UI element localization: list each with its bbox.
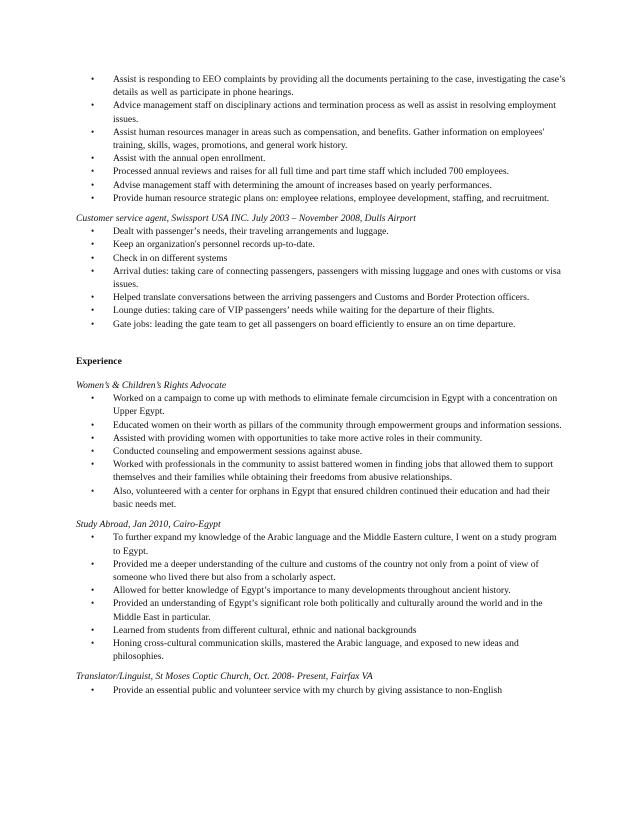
list-item (76, 445, 566, 458)
list-item (76, 265, 566, 291)
list-item-text: Conducted counseling and empowerment sessions against abuse. (113, 446, 363, 458)
list-item (76, 558, 566, 584)
translator-duties-list (76, 684, 566, 697)
list-item-text: To further expand my knowledge of the Arabic language and the Middle Eastern culture, I went on a study program to Egypt. (113, 532, 557, 557)
job-title-translator: Translator/Linguist, St Moses Coptic Church, Oct. 2008- Present, Fairfax VA (76, 671, 373, 683)
list-item-text: Worked on a campaign to come up with methods to eliminate female circumcision in Egypt with a concentration on Upper Egypt. (113, 393, 558, 418)
bullet-icon: • (91, 166, 95, 177)
list-item-text: Helped translate conversations between the arriving passengers and Customs and Border Protection officers. (113, 292, 530, 304)
list-item (76, 252, 566, 265)
bullet-icon: • (91, 239, 95, 250)
list-item-text: Gate jobs: leading the gate team to get all passengers on board efficiently to ensure an on time departure. (113, 318, 516, 330)
list-item-text: Provided an understanding of Egypt’s significant role both politically and culturally around the world and in the Middle East in particular. (113, 598, 543, 623)
bullet-icon: • (91, 432, 95, 443)
job-title-advocate: Women’s & Children’s Rights Advocate (76, 380, 227, 392)
list-item (76, 485, 566, 511)
job-title-swissport: Customer service agent, Swissport USA INC. July 2003 – November 2008, Dulls Airport (76, 213, 416, 225)
list-item-text: Assist with the annual open enrollment. (113, 153, 266, 165)
bullet-icon: • (91, 226, 95, 237)
bullet-icon: • (91, 153, 95, 164)
list-item (76, 192, 566, 205)
bullet-icon: • (91, 318, 95, 329)
bullet-icon: • (91, 624, 95, 635)
bullet-icon: • (91, 100, 95, 111)
bullet-icon: • (91, 252, 95, 263)
job-title-study-abroad: Study Abroad, Jan 2010, Cairo-Egypt (76, 519, 221, 531)
bullet-icon: • (91, 265, 95, 276)
list-item-text: Advice management staff on disciplinary actions and termination process as well as assist in resolving employment issues. (113, 100, 556, 125)
list-item (76, 179, 566, 192)
bullet-icon: • (91, 558, 95, 569)
list-item (76, 624, 566, 637)
bullet-icon: • (91, 637, 95, 648)
hr-duties-list (76, 73, 566, 205)
list-item-text: Provided me a deeper understanding of the culture and customs of the country not only from a point of view of someone who lived there but also from a scholarly aspect. (113, 558, 539, 583)
list-item-text: Dealt with passenger’s needs, their traveling arrangements and luggage. (113, 226, 389, 238)
list-item (76, 291, 566, 304)
list-item-text: Provide an essential public and volunteer service with my church by giving assistance to non-English (113, 684, 502, 696)
list-item (76, 392, 566, 418)
list-item-text: Honing cross-cultural communication skills, mastered the Arabic language, and exposed to new ideas and philosophies. (113, 637, 519, 663)
list-item-text: Also, volunteered with a center for orphans in Egypt that ensured children continued their education and had their basic needs met. (113, 485, 550, 510)
experience-heading: Experience (76, 355, 122, 367)
list-item (76, 99, 566, 125)
list-item (76, 458, 566, 484)
bullet-icon: • (91, 532, 95, 543)
list-item (76, 126, 566, 152)
advocate-duties-list (76, 392, 566, 511)
list-item (76, 73, 566, 99)
list-item-text: Assist human resources manager in areas such as compensation, and benefits. Gather information on employees' training, skills, wages, promotions, and general work history. (113, 126, 545, 152)
list-item-text: Arrival duties: taking care of connecting passengers, passengers with missing luggage and ones with customs or visa issues. (113, 265, 561, 291)
list-item (76, 597, 566, 623)
list-item (76, 684, 566, 697)
list-item (76, 304, 566, 317)
list-item-text: Keep an organization's personnel records up-to-date. (113, 239, 315, 251)
list-item (76, 225, 566, 238)
bullet-icon: • (91, 598, 95, 609)
bullet-icon: • (91, 192, 95, 203)
bullet-icon: • (91, 446, 95, 457)
list-item-text: Advise management staff with determining the amount of increases based on yearly performances. (113, 179, 492, 191)
bullet-icon: • (91, 292, 95, 303)
list-item-text: Check in on different systems (113, 252, 228, 264)
resume-content (76, 73, 566, 697)
bullet-icon: • (91, 485, 95, 496)
list-item (76, 152, 566, 165)
list-item-text: Lounge duties: taking care of VIP passengers’ needs while waiting for the departure of their flights. (113, 305, 495, 317)
bullet-icon: • (91, 419, 95, 430)
bullet-icon: • (91, 179, 95, 190)
list-item-text: Processed annual reviews and raises for all full time and part time staff which included 700 employees. (113, 166, 509, 178)
list-item-text: Allowed for better knowledge of Egypt’s importance to many developments throughout ancient history. (113, 585, 511, 597)
list-item (76, 531, 566, 557)
bullet-icon: • (91, 684, 95, 695)
list-item-text: Worked with professionals in the community to assist battered women in finding jobs that allowed them to support themselves and their families while obtaining their freedoms from abusive relationships. (113, 459, 554, 484)
bullet-icon: • (91, 74, 95, 84)
list-item-text: Assist is responding to EEO complaints by providing all the documents pertaining to the case, investigating the case’s details as well as participate in phone hearings. (113, 74, 566, 99)
list-item-text: Learned from students from different cultural, ethnic and national backgrounds (113, 624, 417, 636)
list-item (76, 637, 566, 663)
bullet-icon: • (91, 393, 95, 404)
bullet-icon: • (91, 126, 95, 137)
bullet-icon: • (91, 305, 95, 316)
list-item (76, 165, 566, 178)
list-item-text: Assisted with providing women with opportunities to take more active roles in their community. (113, 432, 483, 444)
list-item (76, 318, 566, 331)
list-item-text: Educated women on their worth as pillars of the community through empowerment groups and information sessions. (113, 419, 562, 431)
bullet-icon: • (91, 585, 95, 596)
swissport-duties-list (76, 225, 566, 331)
list-item (76, 419, 566, 432)
list-item-text: Provide human resource strategic plans on: employee relations, employee development, staffing, and recruitment. (113, 192, 550, 204)
study-abroad-list (76, 531, 566, 663)
list-item (76, 584, 566, 597)
bullet-icon: • (91, 459, 95, 470)
list-item (76, 238, 566, 251)
list-item (76, 432, 566, 445)
